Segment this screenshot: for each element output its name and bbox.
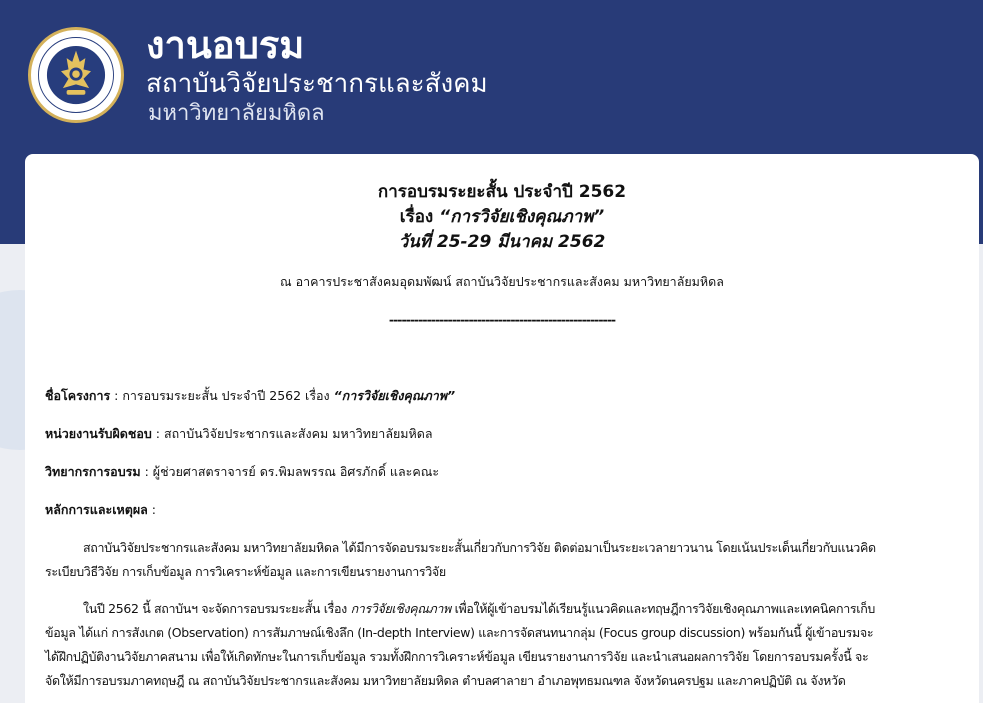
principle-label: หลักการและเหตุผล [45,502,148,517]
unit-value: : สถาบันวิจัยประชากรและสังคม มหาวิทยาลัยมหิดล [151,426,433,441]
paragraph-2-line-4: จัดให้มีการอบรมภาคทฤษฎี ณ สถาบันวิจัยประชากรและสังคม มหาวิทยาลัยมหิดล ตำบลศาลายา อำเภอพุทธมณฑล จังหวัดนครปฐม และภาคปฏิบัติ ณ จังหวัด [45,673,846,688]
paragraph-1 [45,536,965,584]
unit-row [45,425,433,443]
paragraph-1-line-2: ระเบียบวิธีวิจัย การเก็บข้อมูล การวิเคราะห์ข้อมูล และการเขียนรายงานการวิจัย [45,564,446,579]
project-row [45,387,455,405]
divider: ------------------------------------------------------ [388,312,616,327]
project-label: ชื่อโครงการ [45,388,111,403]
paragraph-1-line-1: สถาบันวิจัยประชากรและสังคม มหาวิทยาลัยมหิดล ได้มีการจัดอบรมระยะสั้นเกี่ยวกับการวิจัย ติดต่อมาเป็นระยะเวลายาวนาน โดยเน้นประเด็นเกี่ยวกับแนวคิด [83,540,876,555]
university-name: มหาวิทยาลัยมหิดล [148,101,325,126]
heading-topic [25,205,979,229]
heading-date [25,230,979,254]
paragraph-2-line-1-b: เพื่อให้ผู้เข้าอบรมได้เรียนรู้แนวคิดและทฤษฎีการวิจัยเชิงคุณภาพและเทคนิคการเก็บ [450,601,876,616]
paragraph-2-line-2: ข้อมูล ได้แก่ การสังเกต (Observation) การสัมภาษณ์เชิงลึก (In-depth Interview) และการจัดสนทนากลุ่ม (Focus group discussion) พร้อมกันนี้ ผู้เข้าอบรมจะ [45,625,874,640]
lecturer-value: : ผู้ช่วยศาสตราจารย์ ดร.พิมลพรรณ อิศรภักดิ์ และคณะ [140,464,440,479]
heading-topic-prefix: เรื่อง [399,207,440,227]
seal-graphic [31,30,121,120]
content-card [25,154,979,703]
principle-colon: : [147,502,157,517]
org-title: งานอบรม [146,23,305,67]
project-value: : การอบรมระยะสั้น ประจำปี 2562 เรื่อง [110,388,334,403]
paragraph-2-topic: การวิจัยเชิงคุณภาพ [350,601,451,616]
heading-course: การอบรมระยะสั้น ประจำปี 2562 [377,182,627,202]
heading-topic-title: “การวิจัยเชิงคุณภาพ” [439,207,605,227]
org-subtitle: สถาบันวิจัยประชากรและสังคม [146,69,488,99]
principle-row [45,501,156,519]
paragraph-2-line-3: ได้ฝึกปฏิบัติงานวิจัยภาคสนาม เพื่อให้เกิดทักษะในการเก็บข้อมูล รวมทั้งฝึกการวิเคราะห์ข้อมูล เขียนรายงานการวิจัย และนำเสนอผลการวิจัย โดยการอบรมครั้งนี้ จะ [45,649,869,664]
project-topic: “การวิจัยเชิงคุณภาพ” [333,388,456,403]
mahidol-seal-icon[interactable] [28,27,124,123]
lecturer-row [45,463,439,481]
venue-text: ณ อาคารประชาสังคมอุดมพัฒน์ สถาบันวิจัยประชากรและสังคม มหาวิทยาลัยมหิดล [280,274,724,289]
paragraph-2 [45,597,965,693]
paragraph-2-line-1-a: ในปี 2562 นี้ สถาบันฯ จะจัดการอบรมระยะสั้น เรื่อง [83,601,351,616]
unit-label: หน่วยงานรับผิดชอบ [45,426,152,441]
paragraph-2-line-1 [45,597,965,621]
lecturer-label: วิทยากรการอบรม [45,464,141,479]
heading-date-text: วันที่ 25-29 มีนาคม 2562 [398,232,606,252]
